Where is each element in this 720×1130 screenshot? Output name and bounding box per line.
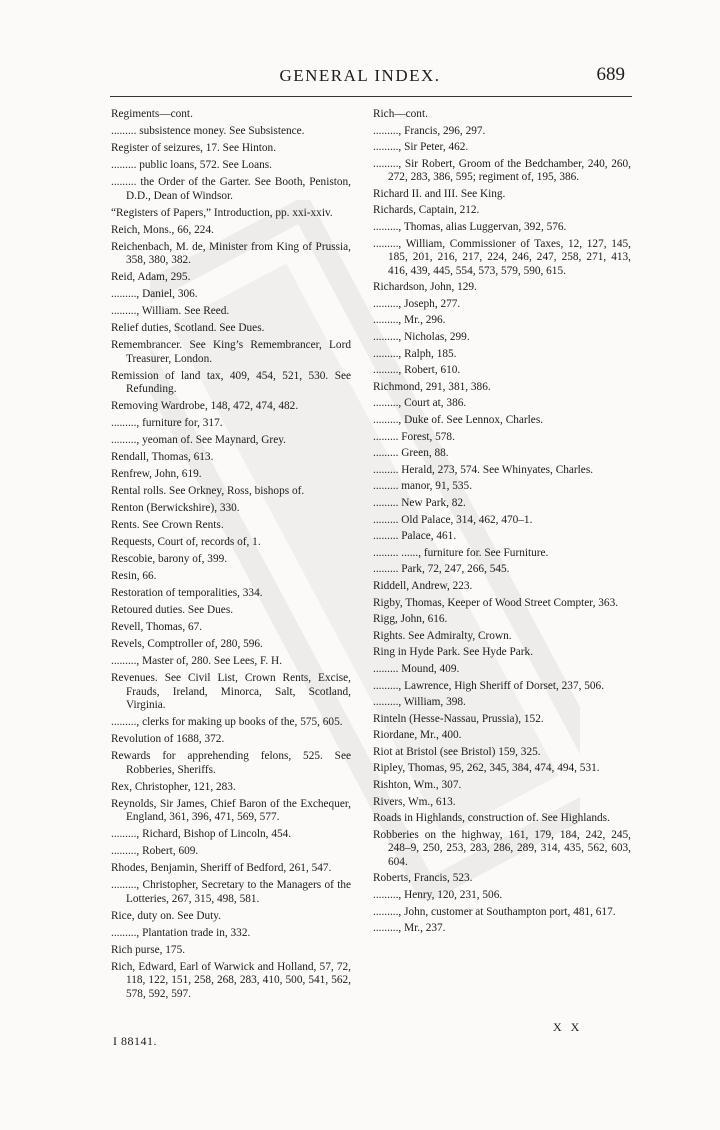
index-entry: ........., Robert, 610.: [373, 364, 461, 377]
index-entry: ........., John, customer at Southampton port, 481, 617.: [373, 905, 616, 918]
index-entry: Renton (Berwickshire), 330.: [111, 502, 240, 514]
index-entry: ........., yeoman of. See Maynard, Grey.: [111, 434, 286, 446]
index-entry: Richards, Captain, 212.: [373, 204, 480, 217]
index-entry: Rex, Christopher, 121, 283.: [111, 780, 236, 793]
index-entry: Reichenbach, M. de, Minister from King of Prussia, 358, 380, 382.: [111, 240, 351, 266]
index-entry: Rescobie, barony of, 399.: [111, 553, 228, 565]
index-entry: Rinteln (Hesse-Nassau, Prussia), 152.: [373, 712, 544, 725]
index-entry: Rigby, Thomas, Keeper of Wood Street Compter, 363.: [373, 596, 619, 609]
index-entry: Riordane, Mr., 400.: [373, 729, 462, 742]
index-entry: ........., Lawrence, High Sheriff of Dorset, 237, 506.: [373, 679, 605, 692]
footer-signature-mark: X X: [553, 1020, 583, 1034]
page-header: [0, 66, 720, 90]
index-column-left: [111, 108, 351, 1005]
index-entry: Rigg, John, 616.: [373, 613, 448, 626]
index-entry: ......... subsistence money. See Subsistence.: [111, 125, 305, 137]
index-entry: Remission of land tax, 409, 454, 521, 530. See Refunding.: [111, 369, 351, 395]
index-entry: ......... Palace, 461.: [373, 530, 457, 543]
index-entry: Rhodes, Benjamin, Sheriff of Bedford, 261, 547.: [111, 862, 332, 874]
index-entry: Revell, Thomas, 67.: [111, 621, 203, 633]
index-entry: ........., furniture for, 317.: [111, 417, 223, 429]
index-entry: Rishton, Wm., 307.: [373, 779, 462, 792]
index-entry: ......... manor, 91, 535.: [373, 480, 473, 493]
index-entry: ......... the Order of the Garter. See Booth, Peniston, D.D., Dean of Windsor.: [111, 176, 351, 202]
page-number: 689: [596, 64, 625, 85]
index-entry: ......... Herald, 273, 574. See Whinyates, Charles.: [373, 463, 594, 476]
index-entry: Rich, Edward, Earl of Warwick and Holland, 57, 72, 118, 122, 151, 258, 268, 283, 410, 500, 541, 562, 578, 592, 597.: [111, 960, 351, 1000]
index-entry: Robberies on the highway, 161, 179, 184, 242, 245, 248–9, 250, 253, 283, 286, 289, 314, 435, 562, 603, 604.: [373, 828, 631, 868]
index-entry: ........., Christopher, Secretary to the Managers of the Lotteries, 267, 315, 498, 581.: [111, 879, 351, 905]
index-entry: ......... Old Palace, 314, 462, 470–1.: [373, 513, 533, 526]
index-entry: ........., Joseph, 277.: [373, 297, 461, 310]
index-entry: Revolution of 1688, 372.: [111, 733, 225, 745]
index-entry: Rivers, Wm., 613.: [373, 795, 456, 808]
index-entry: Regiments—cont.: [111, 108, 193, 120]
index-entry: Ring in Hyde Park. See Hyde Park.: [373, 646, 534, 659]
index-entry: ......... Forest, 578.: [373, 430, 455, 443]
index-entry: Register of seizures, 17. See Hinton.: [111, 142, 277, 154]
header-rule: [110, 96, 632, 97]
index-entry: Renfrew, John, 619.: [111, 468, 202, 480]
index-entry: “Registers of Papers,” Introduction, pp. xxi-xxiv.: [111, 206, 333, 219]
index-entry: Restoration of temporalities, 334.: [111, 587, 263, 599]
index-entry: Removing Wardrobe, 148, 472, 474, 482.: [111, 400, 299, 412]
index-entry: Rents. See Crown Rents.: [111, 519, 224, 531]
index-entry: ........., William. See Reed.: [111, 305, 230, 317]
index-entry: ......... Green, 88.: [373, 447, 449, 460]
index-entry: Richard II. and III. See King.: [373, 187, 506, 200]
index-entry: Reid, Adam, 295.: [111, 271, 191, 283]
index-entry: ........., Ralph, 185.: [373, 347, 457, 360]
index-entry: Ripley, Thomas, 95, 262, 345, 384, 474, 494, 531.: [373, 762, 600, 775]
index-entry: Resin, 66.: [111, 570, 157, 582]
index-entry: Rice, duty on. See Duty.: [111, 909, 222, 922]
index-entry: ........., Thomas, alias Luggervan, 392, 576.: [373, 221, 567, 234]
index-entry: ........., Mr., 237.: [373, 922, 446, 935]
index-entry: Requests, Court of, records of, 1.: [111, 536, 261, 548]
index-entry: ........., Daniel, 306.: [111, 288, 198, 300]
index-entry: ........., Mr., 296.: [373, 314, 446, 327]
index-entry: ......... Mound, 409.: [373, 662, 460, 675]
index-entry: ........., Nicholas, 299.: [373, 331, 470, 344]
index-entry: Rental rolls. See Orkney, Ross, bishops of.: [111, 485, 305, 497]
index-entry: ........., clerks for making up books of the, 575, 605.: [111, 716, 343, 728]
index-entry: Riot at Bristol (see Bristol) 159, 325.: [373, 745, 541, 758]
index-entry: ........., William, Commissioner of Taxes, 12, 127, 145, 185, 201, 216, 217, 224, 246, 247, 258, 271, 413, 416, 439, 445, 554, 573, 579, 590, 615.: [373, 237, 631, 277]
running-title: GENERAL INDEX.: [279, 66, 441, 85]
index-entry: ........., Richard, Bishop of Lincoln, 454.: [111, 828, 292, 840]
index-entry: Richmond, 291, 381, 386.: [373, 380, 491, 393]
index-entry: Roberts, Francis, 523.: [373, 872, 473, 885]
index-entry: Riddell, Andrew, 223.: [373, 579, 473, 592]
index-entry: Revenues. See Civil List, Crown Rents, Excise, Frauds, Ireland, Minorca, Salt, Scotland, Virginia.: [111, 672, 351, 711]
footer-signature: I 88141.: [113, 1034, 157, 1048]
index-entry: ........., Robert, 609.: [111, 845, 199, 857]
index-entry: ......... Park, 72, 247, 266, 545.: [373, 563, 510, 576]
index-entry: ........., William, 398.: [373, 696, 466, 709]
index-entry: ........., Francis, 296, 297.: [373, 124, 486, 137]
index-entry: ........., Sir Robert, Groom of the Bedchamber, 240, 260, 272, 283, 386, 595; regiment of, 195, 386.: [373, 157, 631, 184]
index-entry: Roads in Highlands, construction of. See Highlands.: [373, 812, 610, 825]
index-entry: ........., Sir Peter, 462.: [373, 141, 469, 154]
index-entry: Relief duties, Scotland. See Dues.: [111, 322, 265, 334]
index-column-right: [373, 108, 631, 939]
index-entry: Revels, Comptroller of, 280, 596.: [111, 638, 263, 650]
index-entry: Reynolds, Sir James, Chief Baron of the Exchequer, England, 361, 396, 471, 569, 577.: [111, 797, 351, 823]
index-entry: Rewards for apprehending felons, 525. See Robberies, Sheriffs.: [111, 750, 351, 776]
index-entry: Retoured duties. See Dues.: [111, 604, 234, 616]
index-entry: Rights. See Admiralty, Crown.: [373, 629, 512, 642]
index-entry: Rich—cont.: [373, 108, 428, 120]
index-entry: ........., Master of, 280. See Lees, F. H.: [111, 655, 283, 667]
index-entry: ........., Court at, 386.: [373, 397, 467, 410]
index-entry: ........., Plantation trade in, 332.: [111, 926, 251, 939]
index-entry: ......... New Park, 82.: [373, 496, 466, 509]
index-entry: Remembrancer. See King’s Remembrancer, Lord Treasurer, London.: [111, 339, 351, 365]
index-entry: Rich purse, 175.: [111, 943, 186, 956]
index-entry: Richardson, John, 129.: [373, 281, 477, 294]
index-entry: Rendall, Thomas, 613.: [111, 451, 214, 463]
index-entry: ........., Duke of. See Lennox, Charles.: [373, 414, 544, 426]
index-entry: ......... public loans, 572. See Loans.: [111, 159, 272, 171]
index-entry: ......... ......, furniture for. See Furniture.: [373, 546, 549, 559]
index-entry: Reich, Mons., 66, 224.: [111, 223, 214, 236]
index-entry: ........., Henry, 120, 231, 506.: [373, 889, 503, 902]
